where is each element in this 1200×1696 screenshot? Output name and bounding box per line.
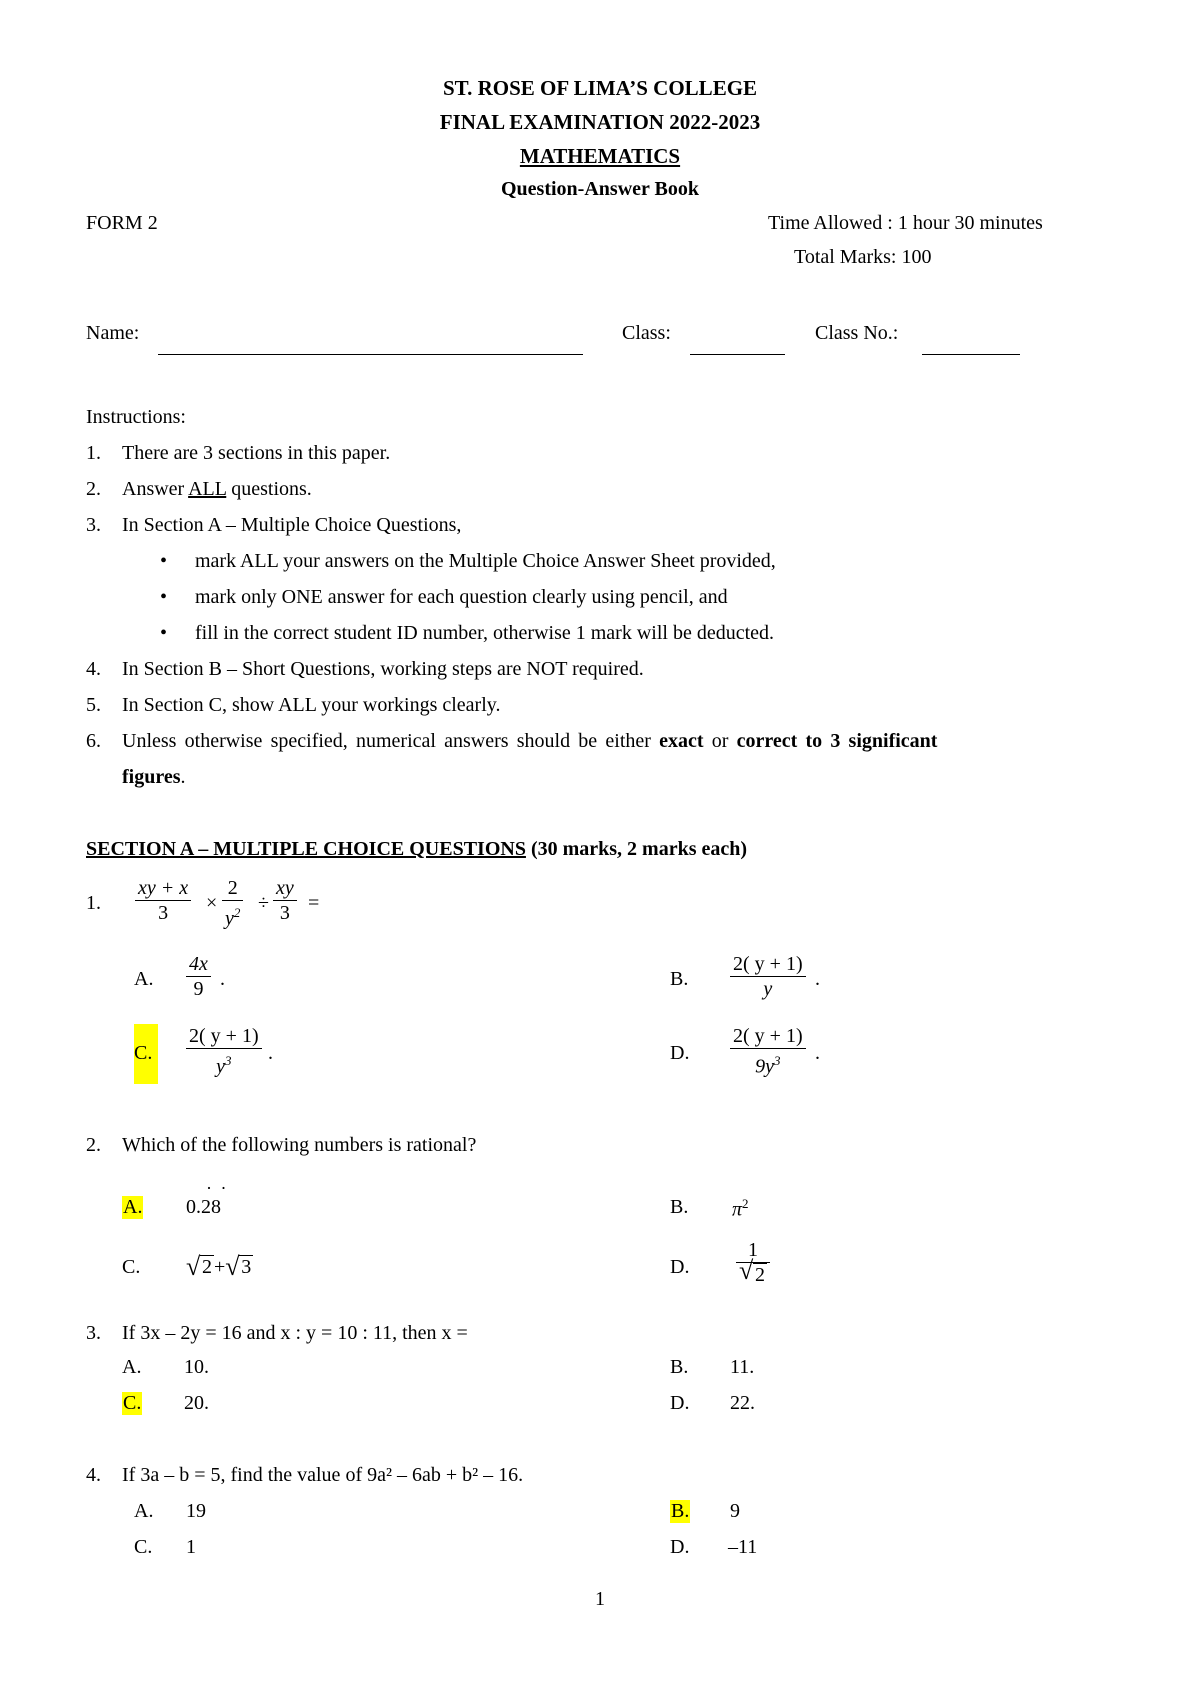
name-label: Name: bbox=[86, 322, 140, 344]
option-label-b-correct[interactable]: B. bbox=[671, 1500, 690, 1522]
option-label-c[interactable]: C. bbox=[134, 1536, 153, 1558]
q3-option-c: 20. bbox=[184, 1392, 209, 1414]
q2-option-d: 1 √ 2 bbox=[736, 1238, 770, 1287]
instruction-1: There are 3 sections in this paper. bbox=[122, 442, 391, 464]
q1-option-b: 2( y + 1) y bbox=[730, 952, 806, 1001]
q1-option-d: 2( y + 1) $9y^3$ bbox=[730, 1024, 806, 1079]
period: . bbox=[815, 1042, 820, 1064]
q4-option-a: 19 bbox=[186, 1500, 206, 1522]
name-field[interactable] bbox=[158, 354, 583, 355]
bullet-icon: • bbox=[160, 586, 168, 608]
equals-sign: = bbox=[308, 892, 320, 914]
option-label-a-correct[interactable]: A. bbox=[123, 1196, 143, 1218]
q3-option-d: 22. bbox=[730, 1392, 755, 1414]
bullet-icon: • bbox=[160, 550, 168, 572]
divide-sign: ÷ bbox=[258, 892, 269, 914]
sqrt-icon: √ 2 bbox=[739, 1256, 765, 1286]
option-label-b[interactable]: B. bbox=[670, 968, 689, 990]
q1-fraction-1: xy + x 3 bbox=[135, 876, 191, 925]
instructions-title: Instructions: bbox=[86, 406, 186, 428]
option-label-b[interactable]: B. bbox=[670, 1356, 689, 1378]
instruction-number: 1. bbox=[86, 442, 101, 464]
section-a-heading: SECTION A – MULTIPLE CHOICE QUESTIONS (30 marks, 2 marks each) bbox=[86, 838, 748, 860]
class-field[interactable] bbox=[690, 354, 785, 355]
period: . bbox=[220, 968, 225, 990]
q1-fraction-2: 2 $y^2$ bbox=[222, 876, 243, 931]
instruction-5: In Section C, show ALL your workings clearly. bbox=[122, 694, 501, 716]
q3-option-b: 11. bbox=[730, 1356, 755, 1378]
book-title: Question-Answer Book bbox=[501, 178, 699, 200]
instruction-number: 2. bbox=[86, 478, 101, 500]
q2-text: Which of the following numbers is rational? bbox=[122, 1134, 477, 1156]
q4-option-c: 1 bbox=[186, 1536, 196, 1558]
option-label-a[interactable]: A. bbox=[122, 1356, 142, 1378]
option-label-a[interactable]: A. bbox=[134, 968, 154, 990]
class-label: Class: bbox=[622, 322, 671, 344]
class-no-label: Class No.: bbox=[815, 322, 899, 344]
instruction-2: Answer ALL questions. bbox=[122, 478, 312, 500]
instruction-3-bullet-3: fill in the correct student ID number, otherwise 1 mark will be deducted. bbox=[195, 622, 775, 644]
period: . bbox=[815, 968, 820, 990]
total-marks: Total Marks: 100 bbox=[794, 246, 932, 268]
q1-option-c: 2( y + 1) $y^3$ bbox=[186, 1024, 262, 1079]
q4-option-d: –11 bbox=[728, 1536, 758, 1558]
q1-option-a: 4x 9 bbox=[186, 952, 211, 1001]
q3-text: If 3x – 2y = 16 and x : y = 10 : 11, then x = bbox=[122, 1322, 468, 1344]
instruction-6: Unless otherwise specified, numerical answers should be either exact or correct to 3 significant bbox=[122, 730, 938, 752]
option-label-d[interactable]: D. bbox=[670, 1042, 690, 1064]
exam-title: FINAL EXAMINATION 2022-2023 bbox=[439, 110, 761, 134]
option-label-c[interactable]: C. bbox=[122, 1256, 141, 1278]
instruction-3-bullet-2: mark only ONE answer for each question clearly using pencil, and bbox=[195, 586, 728, 608]
class-no-field[interactable] bbox=[922, 354, 1020, 355]
q3-option-a: 10. bbox=[184, 1356, 209, 1378]
option-label-c-correct[interactable]: C. bbox=[123, 1392, 142, 1414]
instruction-4: In Section B – Short Questions, working steps are NOT required. bbox=[122, 658, 644, 680]
option-label-d[interactable]: D. bbox=[670, 1392, 690, 1414]
q2-option-b: $\pi^2$ bbox=[732, 1196, 749, 1221]
school-name: ST. ROSE OF LIMA’S COLLEGE bbox=[442, 76, 758, 100]
option-label-c-correct[interactable]: C. bbox=[134, 1042, 153, 1064]
question-number: 3. bbox=[86, 1322, 101, 1344]
q4-option-b: 9 bbox=[730, 1500, 740, 1522]
instruction-number: 4. bbox=[86, 658, 101, 680]
q2-option-c: √ 2 + √ 3 bbox=[186, 1252, 252, 1281]
sqrt-icon: √ 2 bbox=[186, 1252, 212, 1281]
instruction-number: 6. bbox=[86, 730, 101, 752]
instruction-6-cont: figures. bbox=[122, 766, 186, 788]
period: . bbox=[268, 1042, 273, 1064]
instruction-3: In Section A – Multiple Choice Questions, bbox=[122, 514, 462, 536]
form-label: FORM 2 bbox=[86, 212, 158, 234]
instruction-number: 5. bbox=[86, 694, 101, 716]
recurring-dots: · · bbox=[206, 1178, 229, 1198]
question-number: 4. bbox=[86, 1464, 101, 1486]
sqrt-icon: √ 3 bbox=[225, 1252, 252, 1281]
bullet-icon: • bbox=[160, 622, 168, 644]
time-allowed: Time Allowed : 1 hour 30 minutes bbox=[768, 212, 1043, 234]
subject-title: MATHEMATICS bbox=[519, 144, 681, 168]
question-number: 1. bbox=[86, 892, 101, 914]
q1-fraction-3: xy 3 bbox=[273, 876, 297, 925]
q4-text: If 3a – b = 5, find the value of 9a² – 6ab + b² – 16. bbox=[122, 1464, 524, 1486]
times-sign: × bbox=[206, 892, 218, 914]
question-number: 2. bbox=[86, 1134, 101, 1156]
option-label-a[interactable]: A. bbox=[134, 1500, 154, 1522]
q2-option-a: 0.28 bbox=[186, 1196, 221, 1218]
option-label-d[interactable]: D. bbox=[670, 1536, 690, 1558]
option-label-d[interactable]: D. bbox=[670, 1256, 690, 1278]
instruction-3-bullet-1: mark ALL your answers on the Multiple Choice Answer Sheet provided, bbox=[195, 550, 776, 572]
instruction-number: 3. bbox=[86, 514, 101, 536]
page-number: 1 bbox=[595, 1588, 605, 1610]
option-label-b[interactable]: B. bbox=[670, 1196, 689, 1218]
